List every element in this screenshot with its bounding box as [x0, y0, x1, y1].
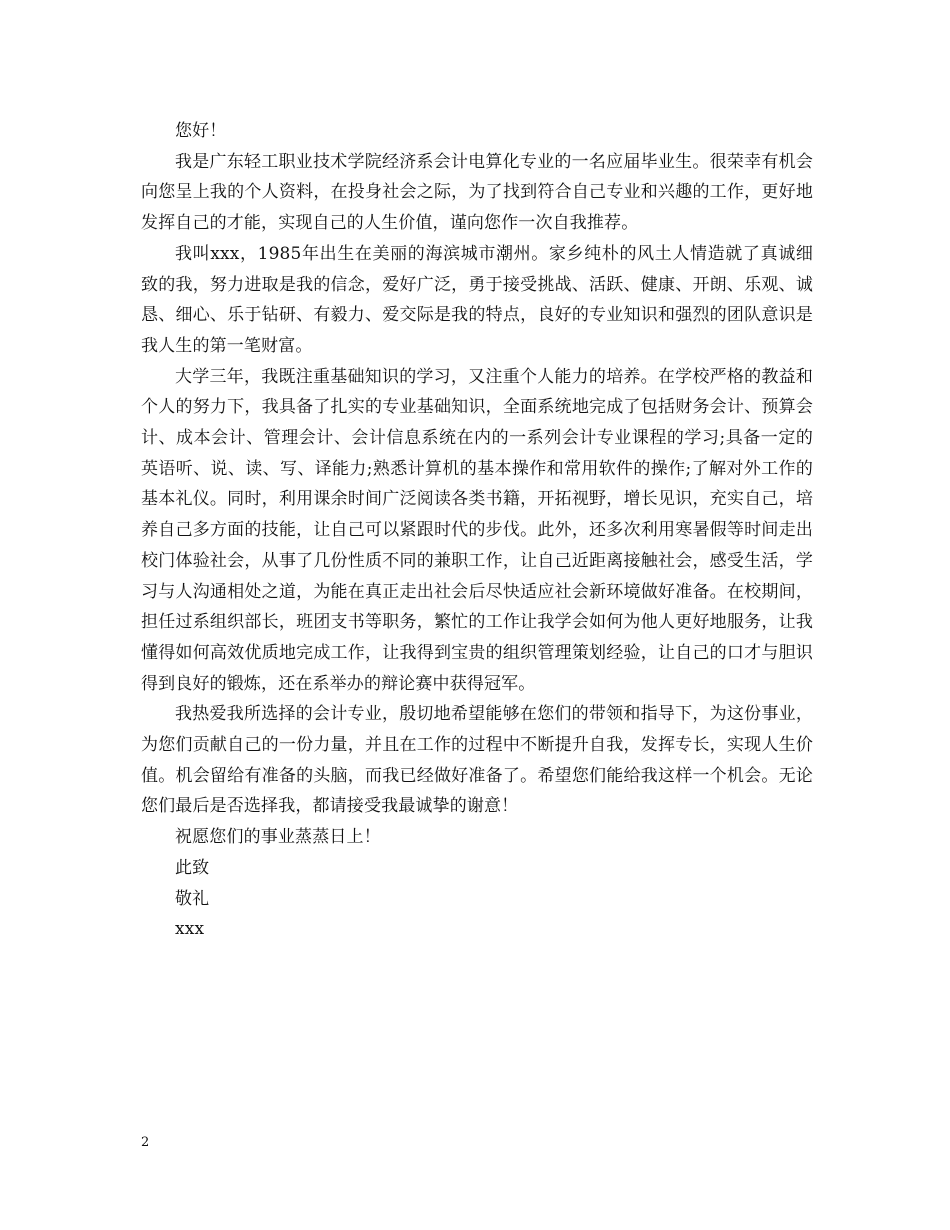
closing-line-2: 敬礼 — [175, 888, 210, 909]
greeting: 您好！ — [175, 121, 227, 141]
page-number: 2 — [141, 1135, 150, 1150]
paragraph-aspiration: 我热爱我所选择的会计专业，殷切地希望能够在您们的带领和指导下，为这份事业，为您们贡献自己的一份力量，并且在工作的过程中不断提升自我，发挥专长，实现人生价值。机会留给有准备的头脑，而我已经做好准备了。希望您们能给我这样一个机会。无论您们最后是否选择我，都请接受我最诚挚的谢意！ — [141, 704, 813, 817]
paragraph-education: 大学三年，我既注重基础知识的学习，又注重个人能力的培养。在学校严格的教益和个人的努力下，我具备了扎实的专业基础知识，全面系统地完成了包括财务会计、预算会计、成本会计、管理会计、会计信息系统在内的一系列会计专业课程的学习;具备一定的英语听、说、读、写、译能力;熟悉计算机的基本操作和常用软件的操作;了解对外工作的基本礼仪。同时，利用课余时间广泛阅读各类书籍，开拓视野，增长见识，充实自己，培养自己多方面的技能，让自己可以紧跟时代的步伐。此外，还多次利用寒暑假等时间走出校门体验社会，从事了几份性质不同的兼职工作，让自己近距离接触社会，感受生活，学习与人沟通相处之道，为能在真正走出社会后尽快适应社会新环境做好准备。在校期间，担任过系组织部长，班团支书等职务，繁忙的工作让我学会如何为他人更好地服务，让我懂得如何高效优质地完成工作，让我得到宝贵的组织管理策划经验，让自己的口才与胆识得到良好的锻炼，还在系举办的辩论赛中获得冠军。 — [141, 366, 813, 694]
letter-body — [141, 116, 813, 945]
wish-line: 祝愿您们的事业蒸蒸日上！ — [175, 827, 381, 848]
closing-line-1: 此致 — [175, 857, 210, 878]
signature: xxx — [175, 919, 205, 940]
paragraph-personal: 我叫xxx，1985年出生在美丽的海滨城市潮州。家乡纯朴的风土人情造就了真诚细致的我，努力进取是我的信念，爱好广泛，勇于接受挑战、活跃、健康、开朗、乐观、诚恳、细心、乐于钻研、有毅力、爱交际是我的特点，良好的专业知识和强烈的团队意识是我人生的第一笔财富。 — [141, 243, 813, 356]
paragraph-introduction: 我是广东轻工职业技术学院经济系会计电算化专业的一名应届毕业生。很荣幸有机会向您呈上我的个人资料，在投身社会之际，为了找到符合自己专业和兴趣的工作，更好地发挥自己的才能，实现自己的人生价值，谨向您作一次自我推荐。 — [141, 151, 813, 234]
